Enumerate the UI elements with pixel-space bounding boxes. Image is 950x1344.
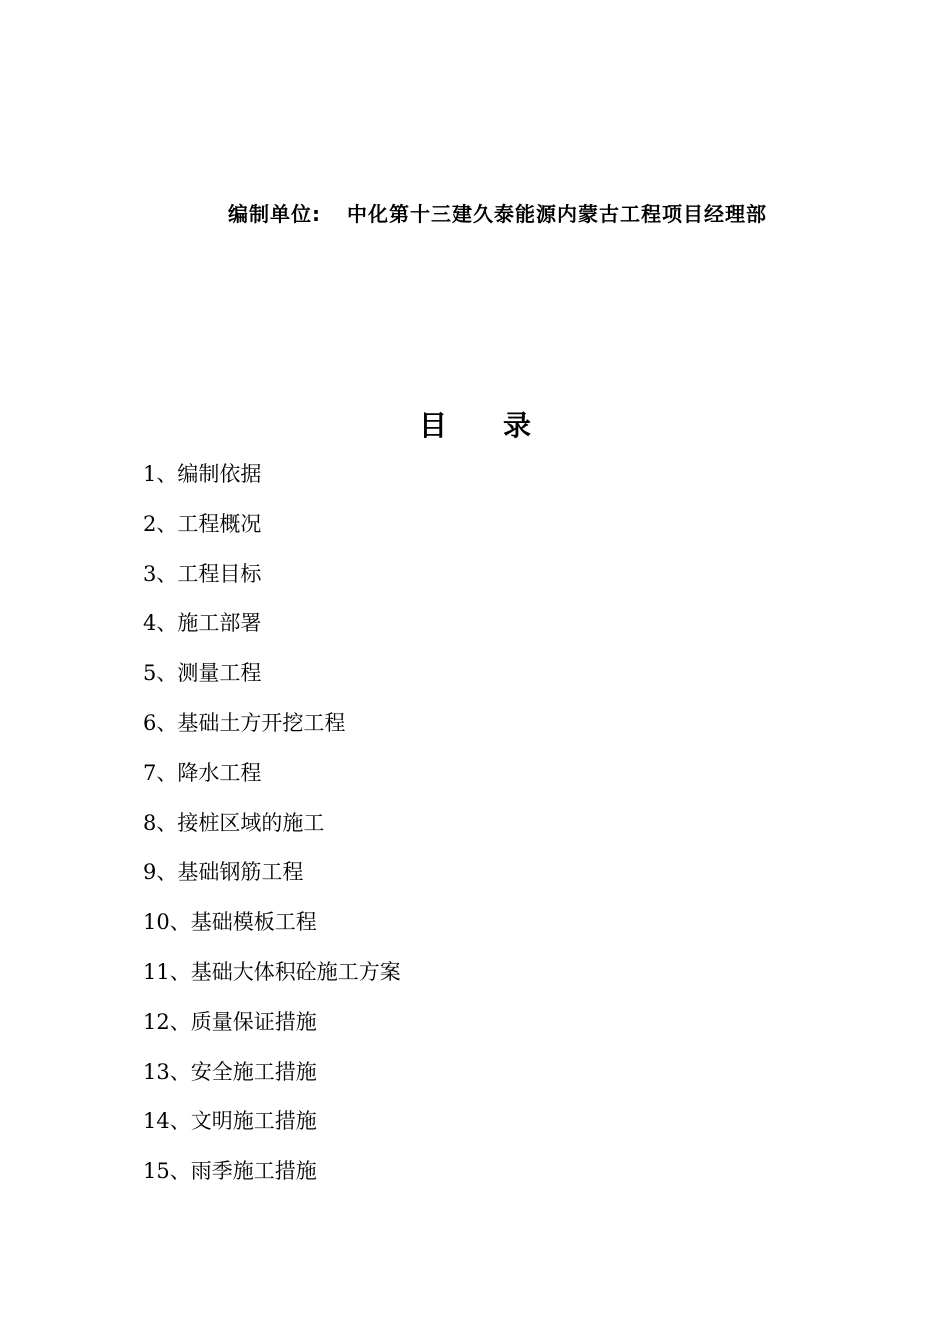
- toc-item: 7、降水工程: [143, 760, 262, 785]
- toc-item: 9、基础钢筋工程: [143, 860, 304, 885]
- compiling-unit-line: [228, 198, 767, 227]
- toc-item: 3、工程目标: [143, 561, 262, 586]
- toc-item: 1、编制依据: [143, 462, 262, 486]
- toc-item: 4、施工部署: [143, 611, 262, 636]
- toc-title-char-1: 目: [418, 409, 447, 442]
- toc-item: 6、基础土方开挖工程: [143, 710, 346, 735]
- toc-item: 8、接桩区域的施工: [143, 810, 325, 835]
- toc-title-char-2: 录: [503, 409, 532, 442]
- toc-title: [0, 404, 950, 444]
- compiling-unit-name: 中化第十三建久泰能源内蒙古工程项目经理部: [347, 202, 767, 226]
- toc-item: 2、工程概况: [143, 511, 262, 536]
- compiling-unit-label: 编制单位:: [228, 202, 321, 226]
- toc-item: 14、文明施工措施: [143, 1109, 317, 1134]
- toc-item: 5、测量工程: [143, 661, 262, 686]
- toc-item: 12、质量保证措施: [143, 1009, 317, 1034]
- toc-item: 13、安全施工措施: [143, 1059, 317, 1084]
- toc-item: 10、基础模板工程: [143, 910, 317, 935]
- toc-item: 15、雨季施工措施: [143, 1159, 317, 1184]
- toc-list: [143, 458, 401, 1205]
- toc-item: 11、基础大体积砼施工方案: [143, 959, 401, 984]
